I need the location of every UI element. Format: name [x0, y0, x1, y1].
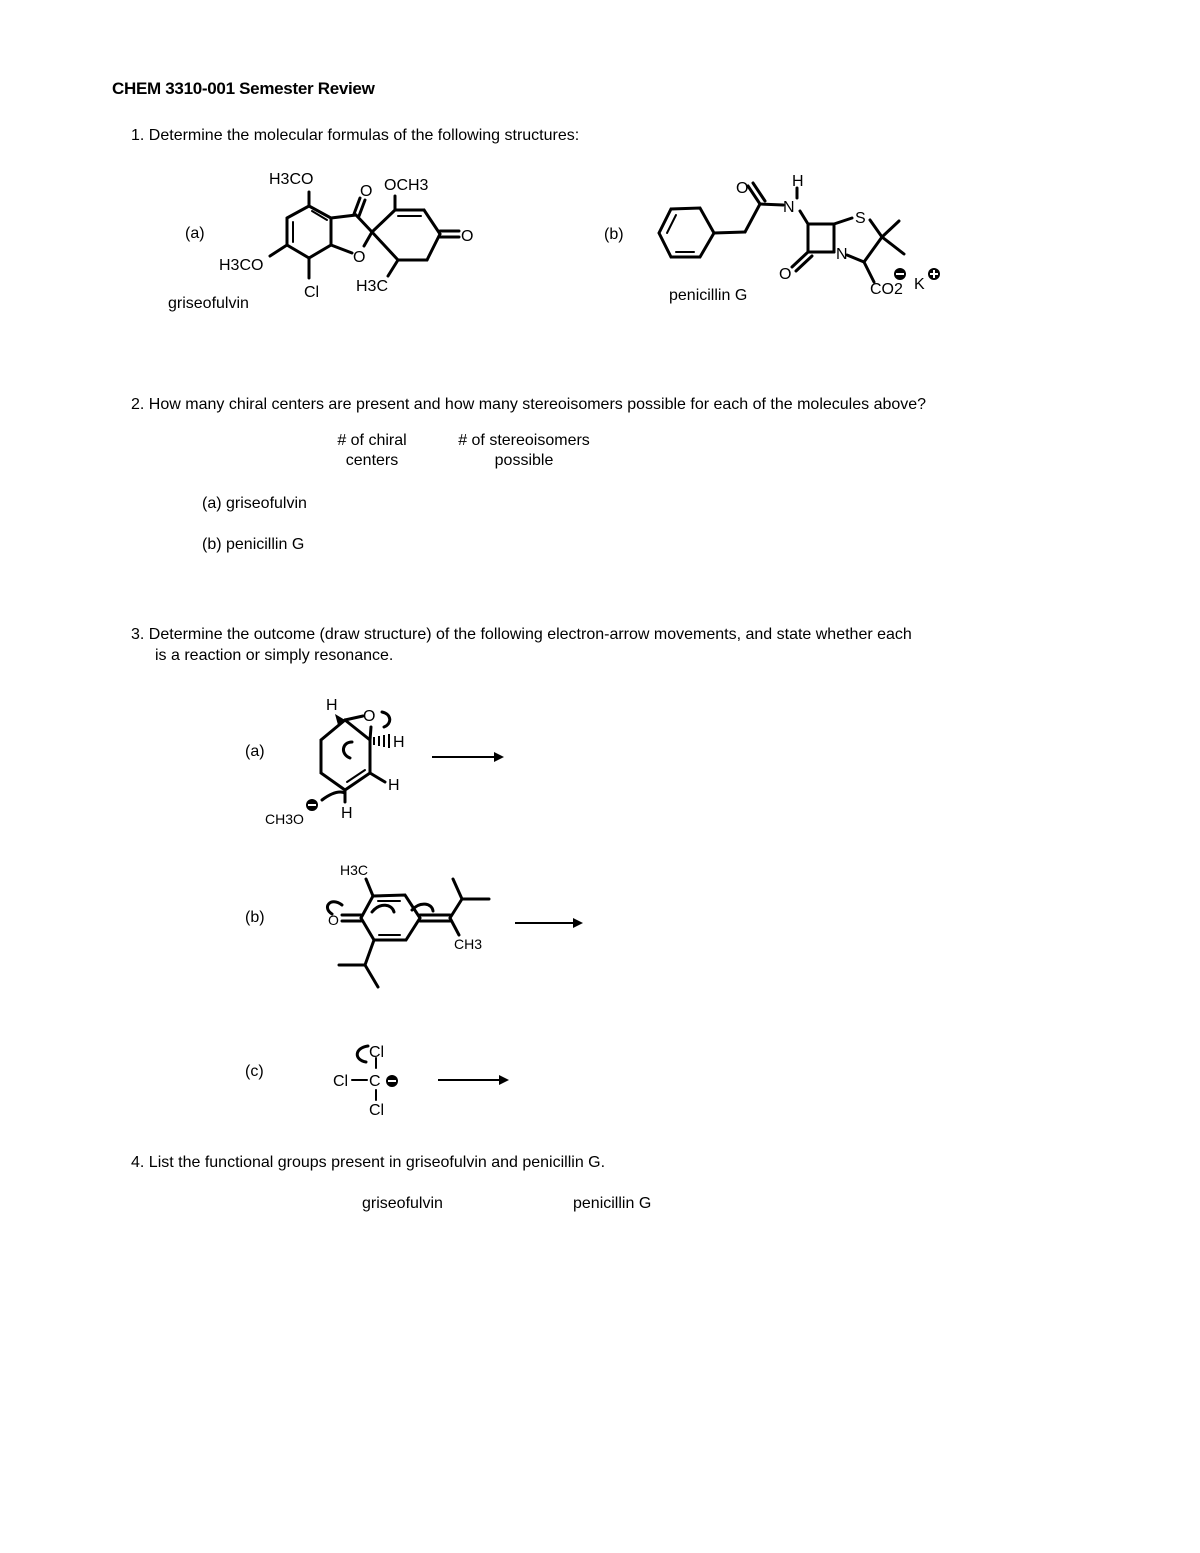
reaction-arrow-c: [438, 1075, 509, 1085]
header-chiral-line1: # of chiral: [337, 432, 407, 449]
atom-och3: OCH3: [384, 177, 429, 194]
atom-c: C: [369, 1073, 381, 1090]
atom-n-ring: N: [836, 246, 848, 263]
penicillin-name: penicillin G: [669, 287, 748, 304]
atom-cl-left: Cl: [333, 1073, 349, 1090]
atom-k: K: [914, 276, 925, 293]
q4-col-griseofulvin: griseofulvin: [362, 1195, 443, 1212]
atom-o-epoxide: O: [363, 708, 376, 725]
atom-ch3o: CH3O: [265, 811, 304, 827]
charge-minus-icon: [306, 799, 318, 811]
atom-o: O: [328, 912, 339, 928]
question-2-text: 2. How many chiral centers are present and how many stereoisomers possible for each of the molecules above?: [131, 396, 927, 413]
charge-minus-icon: [894, 268, 906, 280]
atom-co2: CO2: [870, 281, 903, 298]
atom-h3co-top: H3CO: [269, 171, 314, 188]
question-4-text: 4. List the functional groups present in griseofulvin and penicillin G.: [131, 1154, 606, 1171]
atom-h-top: H: [326, 697, 338, 714]
header-chiral-line2: centers: [345, 452, 399, 469]
atom-h-bottom: H: [341, 805, 353, 822]
atom-o-ring: O: [353, 249, 366, 266]
q1-part-a-label: (a): [185, 225, 205, 242]
q3-part-b-label: (b): [245, 909, 265, 926]
question-3-text-line1: 3. Determine the outcome (draw structure) of the following electron-arrow movements, and state whether each: [131, 626, 912, 643]
atom-s: S: [855, 210, 866, 227]
atom-h-right2: H: [388, 777, 400, 794]
atom-h-amide: H: [792, 173, 804, 190]
q3-part-a-label: (a): [245, 743, 265, 760]
atom-h-right: H: [393, 734, 405, 751]
q1-part-b-label: (b): [604, 226, 624, 243]
atom-o-carbonyl: O: [360, 183, 373, 200]
header-stereoisomers: [444, 431, 604, 471]
question-1-text: 1. Determine the molecular formulas of the following structures:: [131, 127, 580, 144]
atom-n-amide: N: [783, 199, 795, 216]
atom-h3co-left: H3CO: [219, 257, 264, 274]
charge-plus-icon: [928, 268, 940, 280]
atom-h3c: H3C: [340, 862, 369, 878]
header-chiral-centers: [322, 431, 422, 471]
reaction-arrow-b: [515, 918, 583, 928]
reaction-arrow-a: [432, 752, 504, 762]
charge-minus-icon: [386, 1075, 398, 1087]
row-penicillin: (b) penicillin G: [202, 536, 305, 553]
row-griseofulvin: (a) griseofulvin: [202, 495, 307, 512]
atom-cl-bottom: Cl: [369, 1102, 385, 1119]
atom-h3c: H3C: [356, 278, 389, 295]
griseofulvin-name: griseofulvin: [168, 295, 249, 312]
atom-cl: Cl: [304, 284, 320, 301]
atom-ch3: CH3: [454, 936, 483, 952]
q4-col-penicillin: penicillin G: [573, 1195, 652, 1212]
header-stereo-line2: possible: [494, 452, 554, 469]
atom-o-ketone: O: [461, 228, 474, 245]
atom-cl-top: Cl: [369, 1044, 385, 1061]
atom-o-lactam: O: [779, 266, 792, 283]
page-title: CHEM 3310-001 Semester Review: [112, 79, 375, 98]
header-stereo-line1: # of stereoisomers: [458, 432, 590, 449]
atom-o-amide: O: [736, 180, 749, 197]
q3-part-c-label: (c): [245, 1063, 264, 1080]
question-3-text-line2: is a reaction or simply resonance.: [155, 647, 394, 664]
